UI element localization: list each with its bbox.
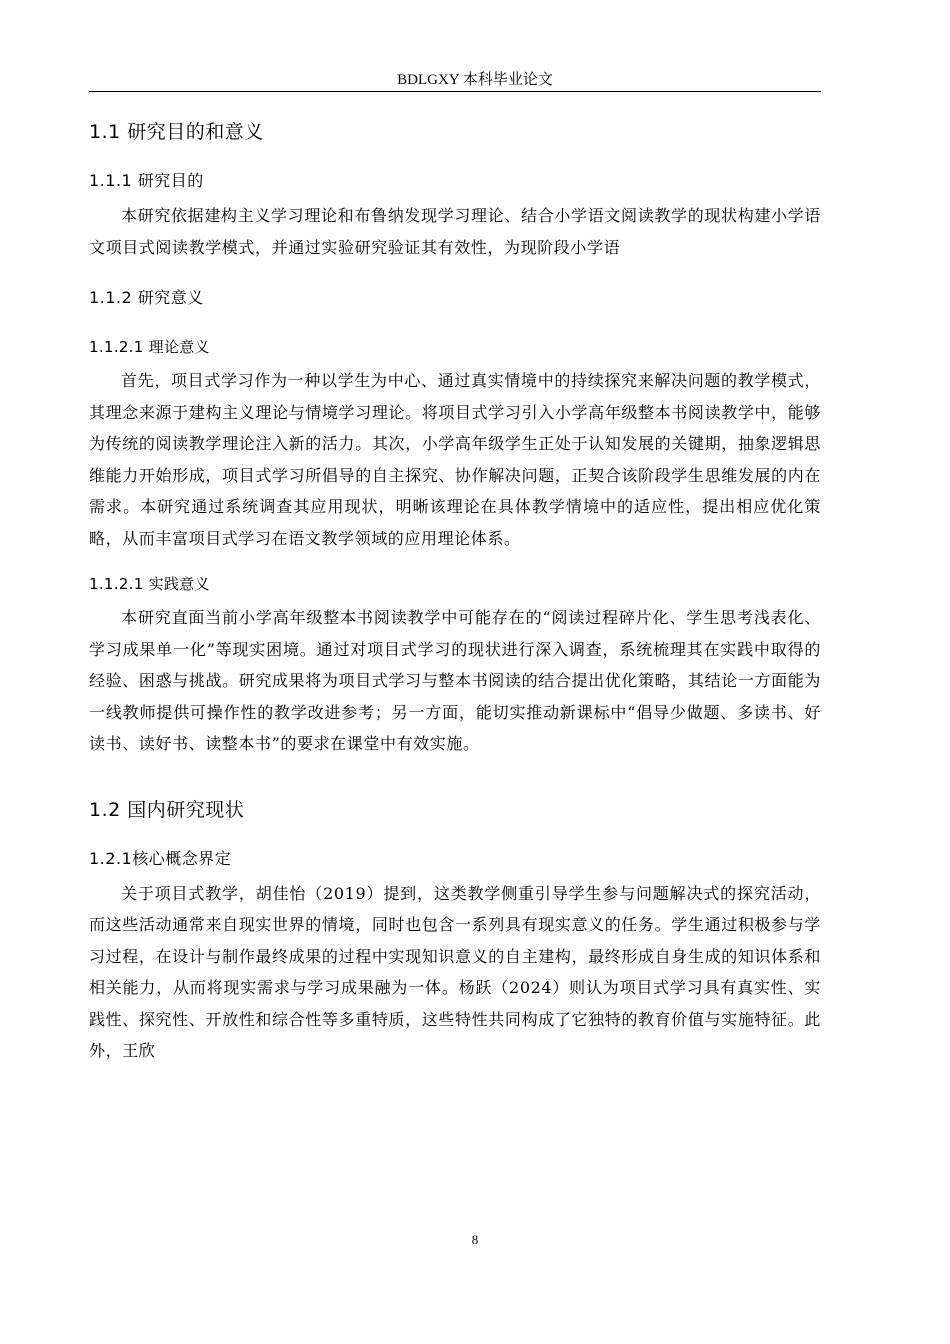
practice-significance-paragraph: 本研究直面当前小学高年级整本书阅读教学中可能存在的“阅读过程碎片化、学生思考浅表化、学习成果单一化”等现实困境。通过对项目式学习的现状进行深入调查，系统梳理其在实践中取得的经验、困惑与挑战。研究成果将为项目式学习与整本书阅读的结合提出优化策略，其结论一方面能为一线教师提供可操作性的教学改进参考；另一方面，能切实推动新课标中“倡导少做题、多读书、好读书、读好书、读整本书”的要求在课堂中有效实施。 [89,608,821,753]
header-divider [89,91,821,92]
page-content [89,112,821,1067]
subsection-heading-1-1-2: 1.1.2 研究意义 [89,288,204,307]
theory-significance-paragraph: 首先，项目式学习作为一种以学生为中心、通过真实情境中的持续探究来解决问题的教学模式，其理念来源于建构主义理论与情境学习理论。将项目式学习引入小学高年级整本书阅读教学中，能够为传统的阅读教学理论注入新的活力。其次，小学高年级学生正处于认知发展的关键期，抽象逻辑思维能力开始形成，项目式学习所倡导的自主探究、协作解决问题，正契合该阶段学生思维发展的内在需求。本研究通过系统调查其应用现状，明晰该理论在具体教学情境中的适应性，提出相应优化策略，从而丰富项目式学习在语文教学领域的应用理论体系。 [89,371,821,548]
section-heading-1-1: 1.1 研究目的和意义 [89,121,264,143]
subsubsection-heading-theory: 1.1.2.1 理论意义 [89,338,210,356]
subsection-heading-1-2-1: 1.2.1核心概念界定 [89,848,232,868]
research-purpose-paragraph: 本研究依据建构主义学习理论和布鲁纳发现学习理论、结合小学语文阅读教学的现状构建小学语文项目式阅读教学模式，并通过实验研究验证其有效性，为现阶段小学语 [89,206,821,257]
subsection-heading-1-1-1: 1.1.1 研究目的 [89,171,204,190]
page-number: 8 [471,1232,479,1247]
core-concept-paragraph: 关于项目式教学，胡佳怡（2019）提到，这类教学侧重引导学生参与问题解决式的探究活动，而这些活动通常来自现实世界的情境，同时也包含一系列具有现实意义的任务。学生通过积极参与学习过程，在设计与制作最终成果的过程中实现知识意义的自主建构，最终形成自身生成的知识体系和相关能力，从而将现实需求与学习成果融为一体。杨跃（2024）则认为项目式学习具有真实性、实践性、探究性、开放性和综合性等多重特质，这些特性共同构成了它独特的教育价值与实施特征。此外，王欣 [89,883,821,1060]
running-header: BDLGXY 本科毕业论文 [397,72,553,88]
subsubsection-heading-practice: 1.1.2.1 实践意义 [89,575,210,593]
section-heading-1-2: 1.2 国内研究现状 [89,798,245,821]
